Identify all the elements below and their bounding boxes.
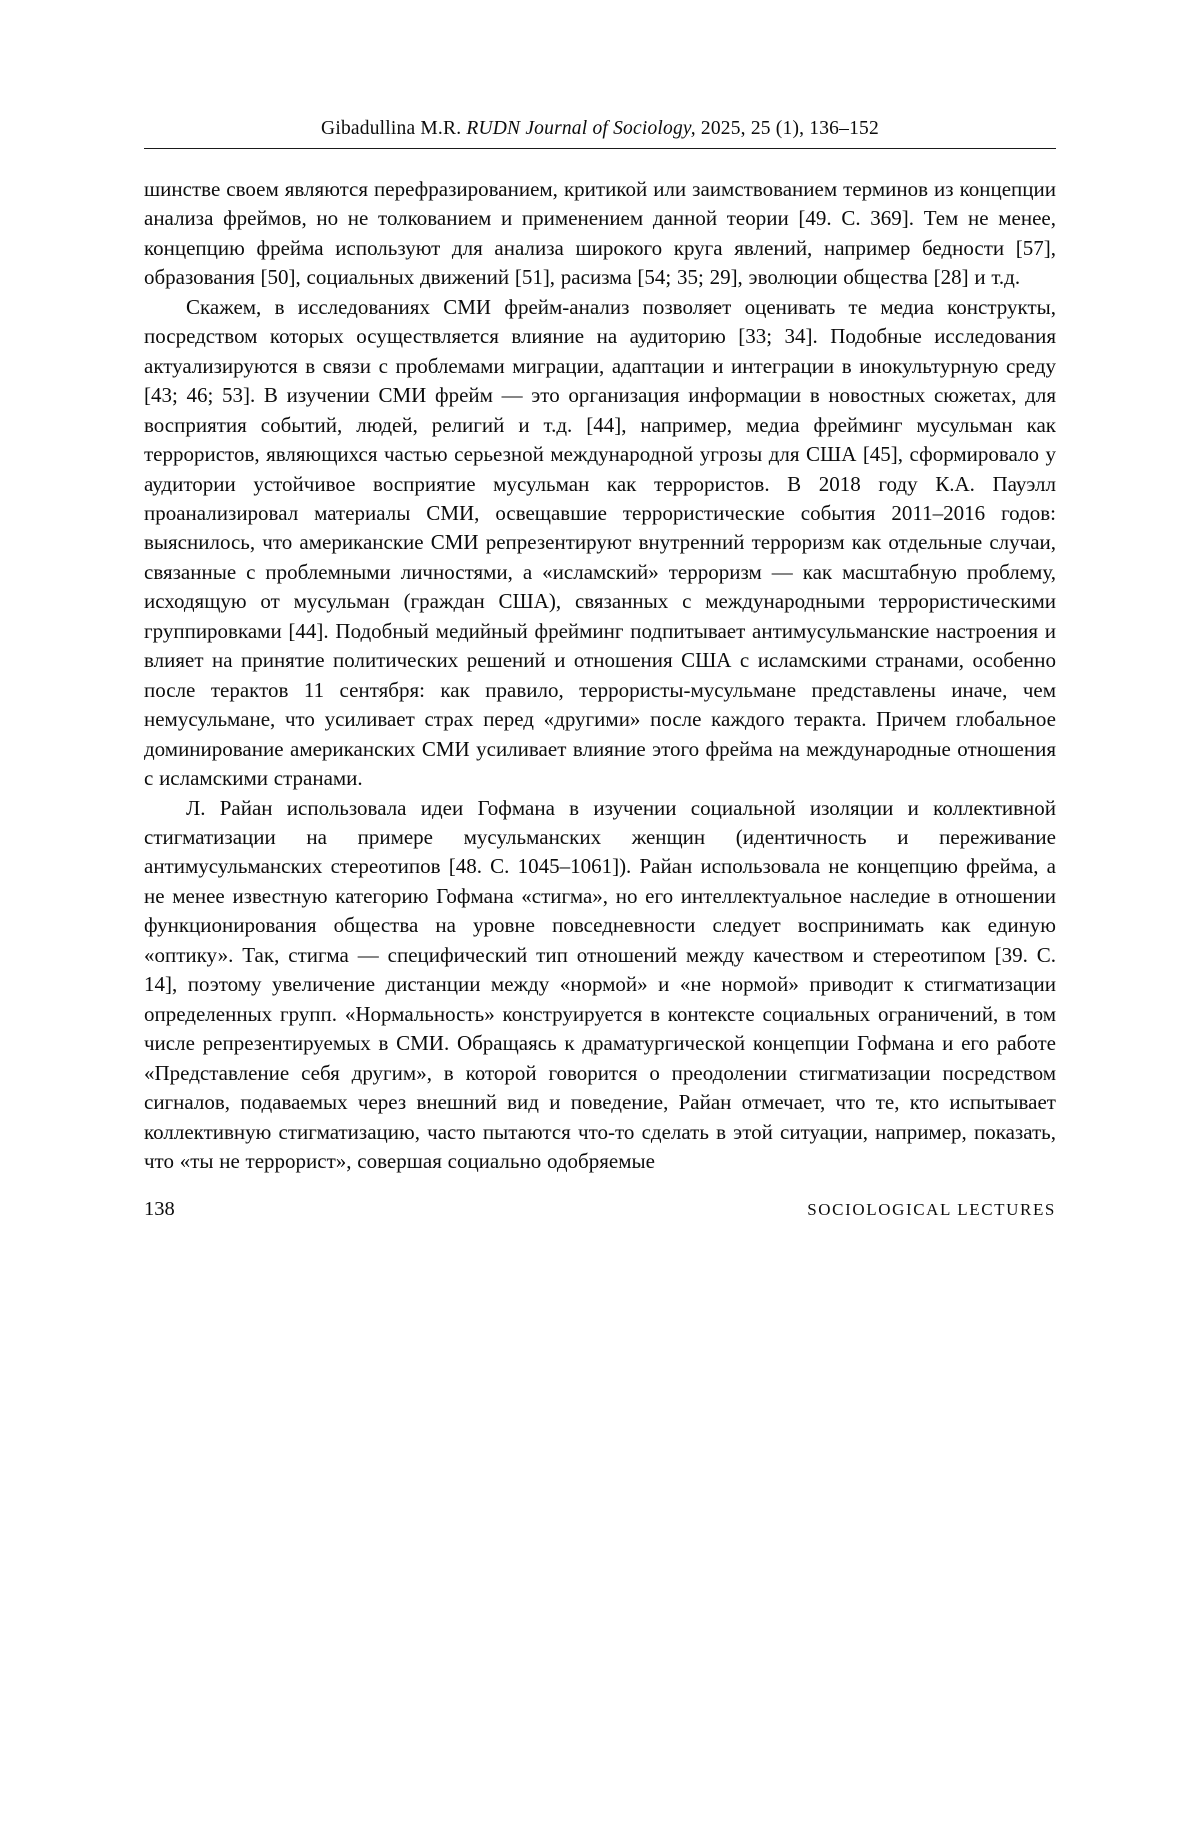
article-body <box>144 175 1056 1176</box>
paragraph-continuation: шинстве своем являются перефразированием, критикой или заимствованием терминов из концепции анализа фреймов, но не толкованием и применением данной теории [49. С. 369]. Тем не менее, концепцию фрейма используют для анализа широкого круга явлений, например бедности [57], образования [50], социальных движений [51], расизма [54; 35; 29], эволюции общества [28] и т.д. <box>144 177 1056 290</box>
paragraph: Л. Райан использовала идеи Гофмана в изучении социальной изоляции и коллективной стигматизации на примере мусульманских женщин (идентичность и переживание антимусульманских стереотипов [48. С. 1045–1061]). Райан использовала не концепцию фрейма, а не менее известную категорию Гофмана «стигма», но его интеллектуальное наследие в отношении функционирования общества на уровне повседневности следует воспринимать как единую «оптику». Так, стигма — специфический тип отношений между качеством и стереотипом [39. С. 14], поэтому увеличение дистанции между «нормой» и «не нормой» приводит к стигматизации определенных групп. «Нормальность» конструируется в контексте социальных ограничений, в том числе репрезентируемых в СМИ. Обращаясь к драматургической концепции Гофмана и его работе «Представление себя другим», в которой говорится о преодолении стигматизации посредством сигналов, подаваемых через внешний вид и поведение, Райан отмечает, что те, кто испытывает коллективную стигматизацию, часто пытаются что-то сделать в этой ситуации, например, показать, что «ты не террорист», совершая социально одобряемые <box>144 795 1056 1173</box>
paragraph: Скажем, в исследованиях СМИ фрейм-анализ позволяет оценивать те медиа конструкты, посредством которых осуществляется влияние на аудиторию [33; 34]. Подобные исследования актуализируются в связи с проблемами миграции, адаптации и интеграции в инокультурную среду [43; 46; 53]. В изучении СМИ фрейм — это организация информации в новостных сюжетах, для восприятия событий, людей, религий и т.д. [44], например, медиа фрейминг мусульман как террористов, являющихся частью серьезной международной угрозы для США [45], сформировало у аудитории устойчивое восприятие мусульман как террористов. В 2018 году К.А. Пауэлл проанализировал материалы СМИ, освещавшие террористические события 2011–2016 годов: выяснилось, что американские СМИ репрезентируют внутренний терроризм как отдельные случаи, связанные с проблемными личностями, а «исламский» терроризм — как масштабную проблему, исходящую от мусульман (граждан США), связанных с международными террористическими группировками [44]. Подобный медийный фрейминг подпитывает антимусульманские настроения и влияет на принятие политических решений и отношения США с исламскими странами, особенно после терактов 11 сентября: как правило, террористы-мусульмане представлены иначе, чем немусульмане, что усиливает страх перед «другими» после каждого теракта. Причем глобальное доминирование американских СМИ усиливает влияние этого фрейма на международные отношения с исламскими странами. <box>144 294 1056 791</box>
footer-section-title: SOCIOLOGICAL LECTURES <box>807 1200 1056 1220</box>
running-head <box>144 118 1056 148</box>
running-head-journal-title: RUDN Journal of Sociology, <box>466 118 696 139</box>
running-head-issue-info: 2025, 25 (1), 136–152 <box>700 118 879 139</box>
running-head-author: Gibadullina M.R. <box>321 118 462 139</box>
page-footer <box>144 1198 1056 1221</box>
header-rule <box>144 148 1056 149</box>
page-number: 138 <box>144 1198 175 1221</box>
